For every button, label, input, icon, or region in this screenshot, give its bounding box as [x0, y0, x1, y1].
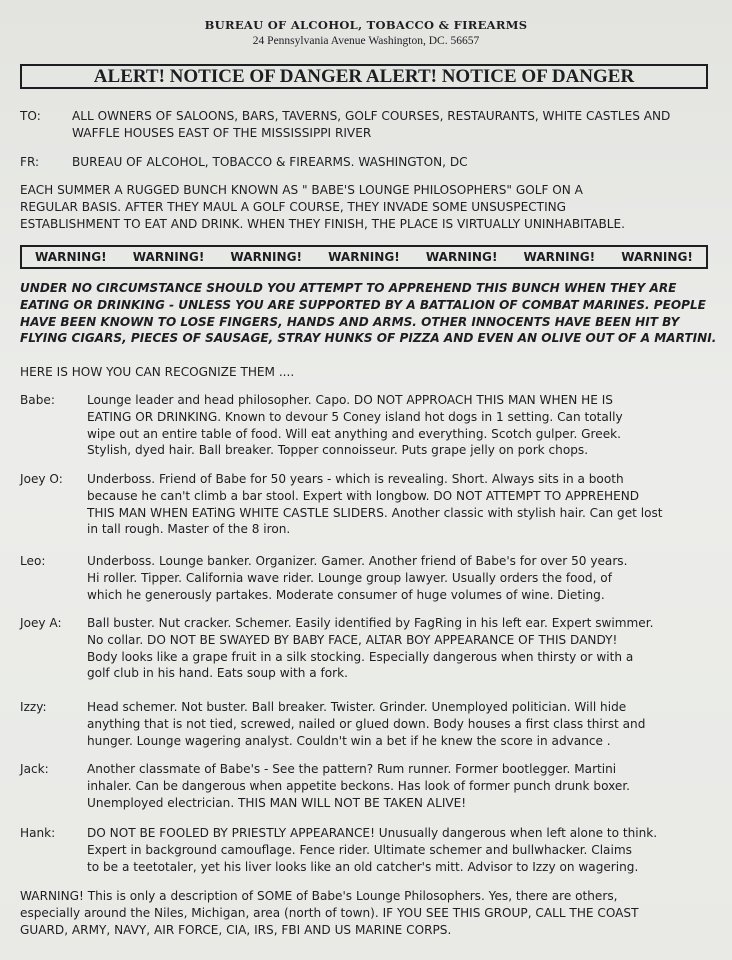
bureau-address: 24 Pennsylvania Avenue Washington, DC. 56657: [252, 35, 480, 47]
description-line: Expert in background camouflage. Fence rider. Ultimate schemer and bullwhacker. Claims: [87, 842, 632, 857]
member-name-hank: Hank:: [20, 826, 56, 840]
warning-text: WARNING!: [230, 250, 303, 264]
member-description-joey-o: [87, 471, 663, 538]
intro-line: EACH SUMMER A RUGGED BUNCH KNOWN AS " BABE'S LOUNGE PHILOSOPHERS" GOLF ON A: [20, 183, 583, 197]
recognize-heading: HERE IS HOW YOU CAN RECOGNIZE THEM ....: [20, 365, 295, 379]
member-name-leo: Leo:: [20, 554, 46, 568]
member-description-hank: [87, 825, 657, 875]
description-line: Underboss. Friend of Babe for 50 years - which is revealing. Short. Always sits in a booth: [87, 472, 624, 486]
alert-banner: ALERT! NOTICE OF DANGER ALERT! NOTICE OF DANGER: [20, 64, 708, 89]
member-description-izzy: [87, 699, 645, 749]
description-line: inhaler. Can be dangerous when appetite beckons. Has look of former punch drunk boxer.: [87, 778, 631, 793]
description-line: Body looks like a grape fruit in a silk stocking. Especially dangerous when thirsty or with a: [87, 649, 634, 664]
member-description-leo: [87, 553, 627, 603]
description-line: Another classmate of Babe's - See the pattern? Rum runner. Former bootlegger. Martini: [87, 762, 617, 776]
warning-text: WARNING!: [132, 250, 205, 264]
member-name-babe: Babe:: [20, 393, 55, 407]
member-name-izzy: Izzy:: [20, 700, 47, 714]
description-line: DO NOT BE FOOLED BY PRIESTLY APPEARANCE! Unusually dangerous when left alone to think.: [87, 826, 658, 840]
description-line: Underboss. Lounge banker. Organizer. Gamer. Another friend of Babe's for over 50 years.: [87, 554, 628, 568]
warning-text: WARNING!: [523, 250, 596, 264]
intro-line: REGULAR BASIS. AFTER THEY MAUL A GOLF COURSE, THEY INVADE SOME UNSUSPECTING: [20, 199, 567, 214]
description-line: EATING OR DRINKING. Known to devour 5 Coney island hot dogs in 1 setting. Can totally: [87, 409, 623, 424]
warning-text: WARNING!: [328, 250, 400, 264]
member-description-jack: [87, 761, 630, 811]
caution-line: FLYING CIGARS, PIECES OF SAUSAGE, STRAY HUNKS OF PIZZA AND EVEN AN OLIVE OUT OF A MARTINI.: [20, 331, 717, 346]
description-line: wipe out an entire table of food. Will eat anything and everything. Scotch gulper. Greek.: [87, 426, 621, 441]
to-label: TO:: [20, 109, 41, 123]
description-line: because he can't climb a bar stool. Expert with longbow. DO NOT ATTEMPT TO APPREHEND: [87, 488, 640, 503]
description-line: Unemployed electrician. THIS MAN WILL NOT BE TAKEN ALIVE!: [87, 795, 467, 810]
closing-line: GUARD, ARMY, NAVY, AIR FORCE, CIA, IRS, FBI AND US MARINE CORPS.: [20, 922, 452, 937]
bureau-heading: BUREAU OF ALCOHOL, TOBACCO & FIREARMS: [204, 18, 528, 32]
closing-line: WARNING! This is only a description of SOME of Babe's Lounge Philosophers. Yes, there are others,: [20, 889, 618, 903]
description-line: THIS MAN WHEN EATiNG WHITE CASTLE SLIDERS. Another classic with stylish hair. Can get lost: [87, 505, 663, 520]
description-line: Lounge leader and head philosopher. Capo. DO NOT APPROACH THIS MAN WHEN HE IS: [87, 393, 613, 407]
description-line: Stylish, dyed hair. Ball breaker. Topper connoisseur. Puts grape jelly on pork chops.: [87, 443, 589, 458]
description-line: anything that is not tied, screwed, nailed or glued down. Body houses a first class thirst and: [87, 716, 646, 731]
description-line: Ball buster. Nut cracker. Schemer. Easily identified by FagRing in his left ear. Expert swimmer.: [87, 616, 654, 630]
member-description-joey-a: [87, 615, 653, 682]
member-name-joey-a: Joey A:: [20, 616, 62, 630]
warning-text: WARNING!: [621, 250, 693, 264]
intro-paragraph: [20, 182, 625, 232]
closing-line: especially around the Niles, Michigan, area (north of town). IF YOU SEE THIS GROUP, CALL THE COAST: [20, 905, 639, 920]
description-line: golf club in his hand. Eats soup with a fork.: [87, 666, 348, 681]
to-recipients: [72, 108, 670, 142]
to-line: ALL OWNERS OF SALOONS, BARS, TAVERNS, GOLF COURSES, RESTAURANTS, WHITE CASTLES AND: [72, 109, 671, 123]
member-name-joey-o: Joey O:: [20, 472, 63, 486]
description-line: No collar. DO NOT BE SWAYED BY BABY FACE, ALTAR BOY APPEARANCE OF THIS DANDY!: [87, 632, 618, 647]
description-line: which he generously partakes. Moderate consumer of huge volumes of wine. Dieting.: [87, 587, 605, 602]
description-line: Head schemer. Not buster. Ball breaker. Twister. Grinder. Unemployed politician. Will hide: [87, 700, 627, 714]
caution-line: HAVE BEEN KNOWN TO LOSE FINGERS, HANDS AND ARMS. OTHER INNOCENTS HAVE BEEN HIT BY: [20, 314, 680, 329]
warning-text: WARNING!: [425, 250, 498, 264]
to-line: WAFFLE HOUSES EAST OF THE MISSISSIPPI RIVER: [72, 125, 372, 140]
caution-line: UNDER NO CIRCUMSTANCE SHOULD YOU ATTEMPT TO APPREHEND THIS BUNCH WHEN THEY ARE: [20, 281, 677, 295]
member-description-babe: [87, 392, 623, 459]
description-line: to be a teetotaler, yet his liver looks like an old catcher's mitt. Advisor to Izzy on wagering.: [87, 859, 639, 874]
description-line: in tall rough. Master of the 8 iron.: [87, 522, 291, 537]
member-name-jack: Jack:: [20, 762, 49, 776]
description-line: hunger. Lounge wagering analyst. Couldn't win a bet if he knew the score in advance .: [87, 733, 611, 748]
closing-warning: [20, 888, 639, 938]
warning-banner: [20, 245, 708, 269]
intro-line: ESTABLISHMENT TO EAT AND DRINK. WHEN THEY FINISH, THE PLACE IS VIRTUALLY UNINHABITABLE.: [20, 216, 625, 231]
warning-text: WARNING!: [35, 250, 107, 264]
fr-label: FR:: [20, 155, 40, 169]
fr-sender: BUREAU OF ALCOHOL, TOBACCO & FIREARMS. WASHINGTON, DC: [72, 155, 468, 169]
caution-line: EATING OR DRINKING - UNLESS YOU ARE SUPPORTED BY A BATTALION OF COMBAT MARINES. PEOPLE: [20, 297, 706, 312]
description-line: Hi roller. Tipper. California wave rider. Lounge group lawyer. Usually orders the food, of: [87, 570, 612, 585]
caution-paragraph: [20, 280, 718, 347]
